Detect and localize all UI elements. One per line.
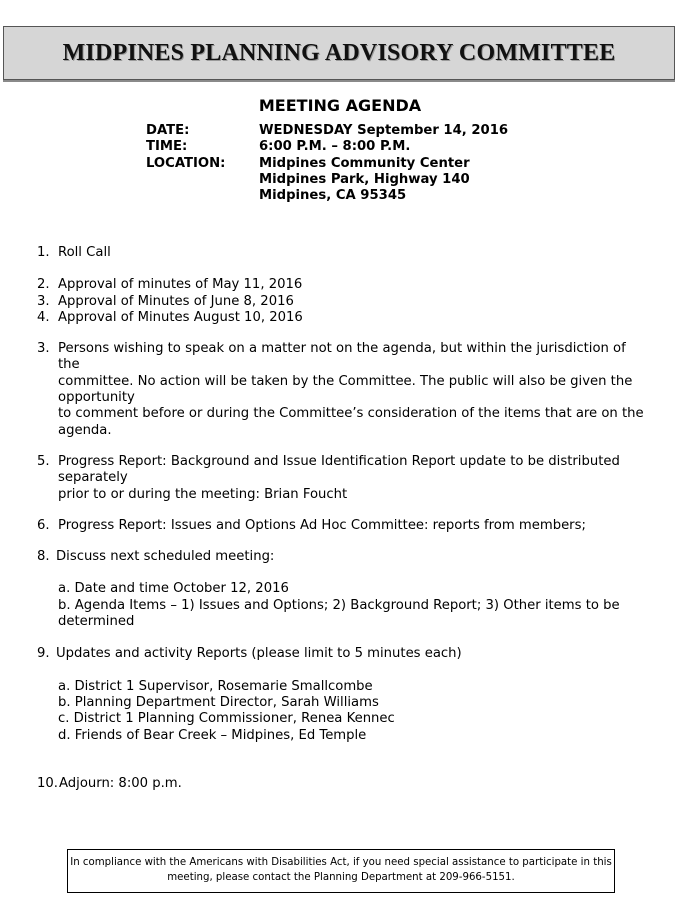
item-text: Approval of Minutes of June 8, 2016 [58, 293, 294, 309]
time-label: TIME: [146, 139, 188, 155]
item-text [58, 454, 649, 503]
agenda-items [37, 245, 649, 792]
agenda-item-next-meeting [37, 549, 649, 565]
item-number: 4. [37, 309, 50, 325]
agenda-item-approval [37, 277, 649, 293]
sub-item: a. Date and time October 12, 2016 [58, 581, 289, 597]
ada-notice [67, 849, 615, 893]
agenda-item-adjourn [37, 776, 649, 792]
item-text: Progress Report: Issues and Options Ad Hoc Committee: reports from members; [58, 517, 586, 533]
date-row [146, 123, 508, 139]
agenda-item-progress-report-adhoc [37, 518, 649, 534]
ada-notice-line: In compliance with the Americans with Disabilities Act, if you need special assistance to participate in this [70, 857, 612, 868]
agenda-item-updates [37, 646, 649, 662]
item-text: Approval of minutes of May 11, 2016 [58, 277, 303, 293]
item-text-line: prior to or during the meeting: Brian Foucht [58, 486, 348, 502]
sub-item: d. Friends of Bear Creek – Midpines, Ed Temple [58, 727, 367, 743]
meeting-details [146, 123, 508, 204]
date-label: DATE: [146, 123, 190, 138]
header-banner [3, 26, 675, 80]
item-text: Roll Call [58, 245, 111, 260]
item-number: 1. [37, 245, 50, 260]
agenda-title: MEETING AGENDA [258, 96, 422, 115]
sub-item: b. Planning Department Director, Sarah Williams [58, 694, 379, 710]
time-row [146, 139, 508, 155]
ada-notice-line: meeting, please contact the Planning Department at 209-966-5151. [167, 872, 515, 883]
item-text-line: Persons wishing to speak on a matter not on the agenda, but within the jurisdiction of the [58, 341, 626, 373]
date-value: WEDNESDAY September 14, 2016 [259, 123, 509, 138]
location-value [259, 156, 470, 205]
location-line: Midpines Park, Highway 140 [259, 171, 470, 187]
agenda-item-public-comment [37, 341, 649, 439]
agenda-item-progress-report-background [37, 454, 649, 503]
page-title: MIDPINES PLANNING ADVISORY COMMITTEE [62, 40, 616, 66]
time-value: 6:00 P.M. – 8:00 P.M. [259, 139, 411, 155]
item-text: Approval of Minutes August 10, 2016 [58, 309, 303, 325]
item-number: 10. [37, 775, 58, 791]
item-text: Updates and activity Reports (please limit to 5 minutes each) [56, 646, 462, 662]
sub-item: b. Agenda Items – 1) Issues and Options; 2) Background Report; 3) Other items to be determined [58, 597, 620, 630]
agenda-item-roll-call [37, 245, 649, 261]
item-text: Discuss next scheduled meeting: [56, 549, 275, 565]
item-text-line: Progress Report: Background and Issue Identification Report update to be distributed separately [58, 453, 620, 486]
location-label: LOCATION: [146, 155, 226, 171]
item-number: 6. [37, 517, 50, 533]
item-text: Adjourn: 8:00 p.m. [59, 775, 182, 791]
item-number: 3. [37, 293, 50, 309]
location-line: Midpines Community Center [259, 155, 470, 171]
agenda-item-approval [37, 310, 649, 326]
item-text-line: to comment before or during the Committee’s consideration of the items that are on the agenda. [58, 406, 644, 438]
item-number: 2. [37, 277, 50, 293]
item-text [58, 341, 649, 439]
item-number: 3. [37, 341, 50, 357]
sub-item: a. District 1 Supervisor, Rosemarie Smallcombe [58, 678, 373, 694]
item-number: 5. [37, 453, 50, 469]
item-text-line: committee. No action will be taken by the Committee. The public will also be given the opportunity [58, 373, 633, 406]
location-line: Midpines, CA 95345 [259, 188, 407, 204]
agenda-item-approval [37, 294, 649, 310]
item-number: 8. [37, 549, 50, 565]
sub-item: c. District 1 Planning Commissioner, Renea Kennec [58, 711, 395, 727]
item-number: 9. [37, 646, 50, 662]
location-row [146, 156, 508, 205]
